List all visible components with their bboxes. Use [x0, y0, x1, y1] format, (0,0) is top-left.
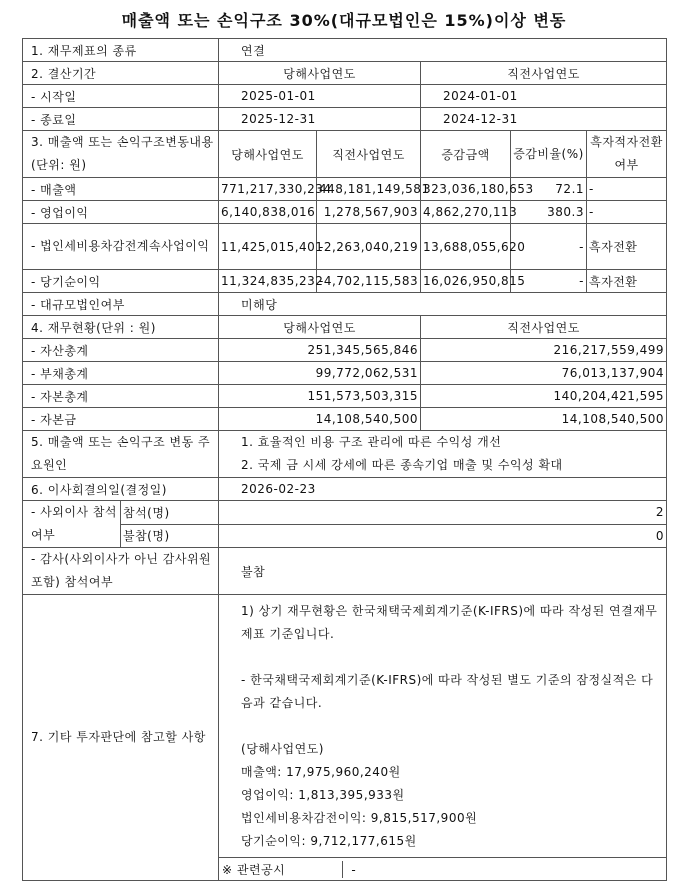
end-label: - 종료일	[23, 108, 219, 131]
revenue-label: - 매출액	[23, 178, 219, 201]
operating-income-current: 6,140,838,016	[219, 201, 317, 224]
note-6: 법인세비용차감전이익: 9,815,517,900원	[241, 811, 478, 825]
note-7: 당기순이익: 9,712,177,615원	[241, 834, 417, 848]
pretax-income-rate: -	[511, 224, 587, 270]
table-row	[23, 131, 667, 178]
present-label: 참석(명)	[121, 501, 219, 525]
table-row	[23, 362, 667, 385]
board-date-label: 6. 이사회결의일(결정일)	[23, 478, 219, 501]
table-row	[23, 201, 667, 224]
period-label: 2. 결산기간	[23, 62, 219, 85]
net-income-prior: -4,702,115,583	[317, 270, 421, 293]
table-row	[23, 548, 667, 595]
start-prior: 2024-01-01	[421, 85, 667, 108]
fs-type-value: 연결	[219, 39, 667, 62]
table-row	[23, 270, 667, 293]
section3-label: 3. 매출액 또는 손익구조변동내용(단위: 원)	[23, 131, 219, 178]
note-4: 매출액: 17,975,960,240원	[241, 765, 401, 779]
capital-prior: 14,108,540,500	[421, 408, 667, 431]
operating-income-prior: 1,278,567,903	[317, 201, 421, 224]
fs-type-label: 1. 재무제표의 종류	[23, 39, 219, 62]
table-row	[23, 595, 667, 858]
board-date-value: 2026-02-23	[219, 478, 667, 501]
start-label: - 시작일	[23, 85, 219, 108]
period-current-header: 당해사업연도	[219, 62, 421, 85]
table-row	[23, 293, 667, 316]
end-prior: 2024-12-31	[421, 108, 667, 131]
total-equity-prior: 140,204,421,595	[421, 385, 667, 408]
section7-label: 7. 기타 투자판단에 참고할 사항	[23, 595, 219, 881]
revenue-change: 323,036,180,653	[421, 178, 511, 201]
net-income-turn: 흑자전환	[587, 270, 667, 293]
related-disclosure-value: -	[351, 862, 357, 877]
capital-label: - 자본금	[23, 408, 219, 431]
net-income-label: - 당기순이익	[23, 270, 219, 293]
table-row	[23, 431, 667, 478]
section4-label: 4. 재무현황(단위 : 원)	[23, 316, 219, 339]
absent-value: 0	[219, 524, 667, 548]
start-current: 2025-01-01	[219, 85, 421, 108]
capital-current: 14,108,540,500	[219, 408, 421, 431]
table-row	[23, 62, 667, 85]
table-row	[23, 85, 667, 108]
net-income-change: 16,026,950,815	[421, 270, 511, 293]
pretax-income-prior: -2,263,040,219	[317, 224, 421, 270]
outside-director-label: - 사외이사 참석여부	[23, 501, 121, 548]
auditor-label: - 감사(사외이사가 아닌 감사위원 포함) 참석여부	[23, 548, 219, 595]
absent-label: 불참(명)	[121, 524, 219, 548]
total-assets-current: 251,345,565,846	[219, 339, 421, 362]
s3-header-prior: 직전사업연도	[317, 131, 421, 178]
related-disclosure-label: ※ 관련공시	[219, 861, 343, 878]
table-row	[23, 224, 667, 270]
revenue-prior: 448,181,149,581	[317, 178, 421, 201]
table-row	[23, 408, 667, 431]
end-current: 2025-12-31	[219, 108, 421, 131]
total-liabilities-label: - 부채총계	[23, 362, 219, 385]
table-row	[23, 501, 667, 525]
pretax-income-label: - 법인세비용차감전계속사업이익	[23, 224, 219, 270]
table-row	[23, 316, 667, 339]
table-row	[23, 178, 667, 201]
net-income-current: 11,324,835,232	[219, 270, 317, 293]
total-equity-current: 151,573,503,315	[219, 385, 421, 408]
present-value: 2	[219, 501, 667, 525]
s3-header-rate: 증감비율(%)	[511, 131, 587, 178]
operating-income-label: - 영업이익	[23, 201, 219, 224]
pretax-income-change: 13,688,055,620	[421, 224, 511, 270]
note-2: - 한국채택국제회계기준(K-IFRS)에 따라 작성된 별도 기준의 잠정실적은 다음과 같습니다.	[241, 673, 654, 710]
total-assets-prior: 216,217,559,499	[421, 339, 667, 362]
note-5: 영업이익: 1,813,395,933원	[241, 788, 405, 802]
pretax-income-current: 11,425,015,401	[219, 224, 317, 270]
reason-2: 2. 국제 금 시세 강세에 따른 종속기업 매출 및 수익성 확대	[241, 458, 563, 472]
disclosure-table	[22, 38, 667, 881]
note-3: (당해사업연도)	[241, 742, 324, 756]
large-corp-label: - 대규모법인여부	[23, 293, 219, 316]
auditor-value: 불참	[219, 548, 667, 595]
table-row	[23, 339, 667, 362]
s3-header-change: 증감금액	[421, 131, 511, 178]
revenue-turn: -	[587, 178, 667, 201]
operating-income-turn: -	[587, 201, 667, 224]
operating-income-rate: 380.3	[511, 201, 587, 224]
large-corp-value: 미해당	[219, 293, 667, 316]
period-prior-header: 직전사업연도	[421, 62, 667, 85]
s3-header-turn: 흑자적자전환여부	[587, 131, 667, 178]
total-liabilities-prior: 76,013,137,904	[421, 362, 667, 385]
table-row	[23, 108, 667, 131]
s4-header-current: 당해사업연도	[219, 316, 421, 339]
section5-label: 5. 매출액 또는 손익구조 변동 주요원인	[23, 431, 219, 478]
notes-cell	[219, 595, 667, 858]
table-row	[23, 385, 667, 408]
s3-header-current: 당해사업연도	[219, 131, 317, 178]
s4-header-prior: 직전사업연도	[421, 316, 667, 339]
revenue-rate: 72.1	[511, 178, 587, 201]
pretax-income-turn: 흑자전환	[587, 224, 667, 270]
net-income-rate: -	[511, 270, 587, 293]
operating-income-change: 4,862,270,113	[421, 201, 511, 224]
page-title: 매출액 또는 손익구조 30%(대규모법인은 15%)이상 변동	[121, 11, 567, 30]
total-assets-label: - 자산총계	[23, 339, 219, 362]
table-row	[23, 478, 667, 501]
revenue-current: 771,217,330,234	[219, 178, 317, 201]
note-1: 1) 상기 재무현황은 한국채택국제회계기준(K-IFRS)에 따라 작성된 연결재무제표 기준입니다.	[241, 604, 658, 641]
reason-1: 1. 효율적인 비용 구조 관리에 따른 수익성 개선	[241, 435, 502, 449]
total-equity-label: - 자본총계	[23, 385, 219, 408]
table-row	[23, 39, 667, 62]
total-liabilities-current: 99,772,062,531	[219, 362, 421, 385]
